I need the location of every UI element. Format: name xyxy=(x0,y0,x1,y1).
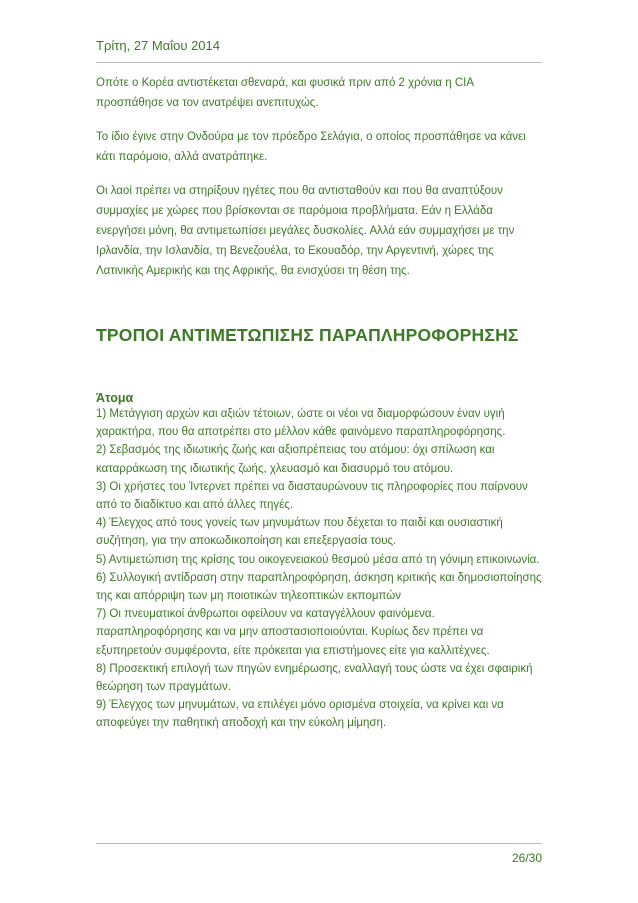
list-item: 2) Σεβασμός της ιδιωτικής ζωής και αξιοπρέπειας του ατόμου: όχι σπίλωση και καταρράκωση της ιδιωτικής ζωής, χλευασμό και διασυρμό του ατόμου. xyxy=(96,444,495,475)
list-item: 5) Αντιμετώπιση της κρίσης του οικογενειακού θεσμού μέσα από τη γόνιμη επικοινωνία. xyxy=(96,553,540,566)
list-item: 6) Συλλογική αντίδραση στην παραπληροφόρηση, άσκηση κριτικής και δημοσιοποίησης της και απόρριψη των μη ποιοτικών τηλεοπτικών εκπομπών xyxy=(96,571,542,603)
page-number: 26/30 xyxy=(511,851,542,865)
list-item: 1) Μετάγγιση αρχών και αξιών τέτοιων, ώστε οι νέοι να διαμορφώσουν έναν υγιή χαρακτήρα, που θα αποτρέπει στο μέλλον κάθε φαινόμενο παραπληροφόρησης. xyxy=(96,408,506,439)
list-item: 7) Οι πνευματικοί άνθρωποι οφείλουν να καταγγέλλουν φαινόμενα. παραπληροφόρησης και να μην αποστασιοποιούνται. Κυρίως δεν πρέπει να εξυπηρετούν συμφέροντα, είτε πρόκειται για επιστήμονες είτε για καλλιτέχνες. xyxy=(96,608,490,657)
paragraph-2: Το ίδιο έγινε στην Ονδούρα με τον πρόεδρο Σελάγια, ο οποίος προσπάθησε να κάνει κάτι παρόμοιο, αλλά ανατράπηκε. xyxy=(96,131,526,163)
list-item: 4) Έλεγχος από τους γονείς των μηνυμάτων που δέχεται το παιδί και ουσιαστική συζήτηση, για την αποκωδικοποίηση και επεξεργασία τους. xyxy=(96,517,503,548)
header-date: Τρίτη, 27 Μαΐου 2014 xyxy=(96,38,220,53)
measures-list xyxy=(96,405,542,733)
list-item: 8) Προσεκτική επιλογή των πηγών ενημέρωσης, εναλλαγή τους ώστε να έχει σφαιρική θεώρηση των πραγμάτων. xyxy=(96,662,533,694)
paragraph-1: Οπότε ο Κορέα αντιστέκεται σθεναρά, και φυσικά πριν από 2 χρόνια η CIA προσπάθησε να τον ανατρέψει ανεπιτυχώς. xyxy=(96,77,474,109)
header-divider xyxy=(96,62,542,63)
list-item: 9) Έλεγχος των μηνυμάτων, να επιλέγει μόνο ορισμένα στοιχεία, να κρίνει και να αποφεύγει την παθητική αποδοχή και την εύκολη μίμηση. xyxy=(96,699,504,730)
list-item: 3) Οι χρήστες του Ίντερνετ πρέπει να διασταυρώνουν τις πληροφορίες που παίρνουν από το διαδίκτυο και από άλλες πηγές. xyxy=(96,480,528,512)
footer-divider xyxy=(96,843,542,844)
section-title: ΤΡΟΠΟΙ ΑΝΤΙΜΕΤΩΠΙΣΗΣ ΠΑΡΑΠΛΗΡΟΦΟΡΗΣΗΣ xyxy=(96,325,519,345)
section-subheading: Άτομα xyxy=(96,391,134,405)
paragraph-3: Οι λαοί πρέπει να στηρίξουν ηγέτες που θα αντισταθούν και που θα αναπτύξουν συμμαχίες με χώρες που βρίσκονται σε παρόμοια προβλήματα. Εάν η Ελλάδα ενεργήσει μόνη, θα αντιμετωπίσει μεγάλες δυσκολίες. Αλλά εάν συμμαχήσει με την Ιρλανδία, την Ισλανδία, τη Βενεζουέλα, το Εκουαδόρ, την Αργεντινή, χώρες της Λατινικής Αμερικής και της Αφρικής, θα ενισχύσει τη θέση της. xyxy=(96,185,515,277)
